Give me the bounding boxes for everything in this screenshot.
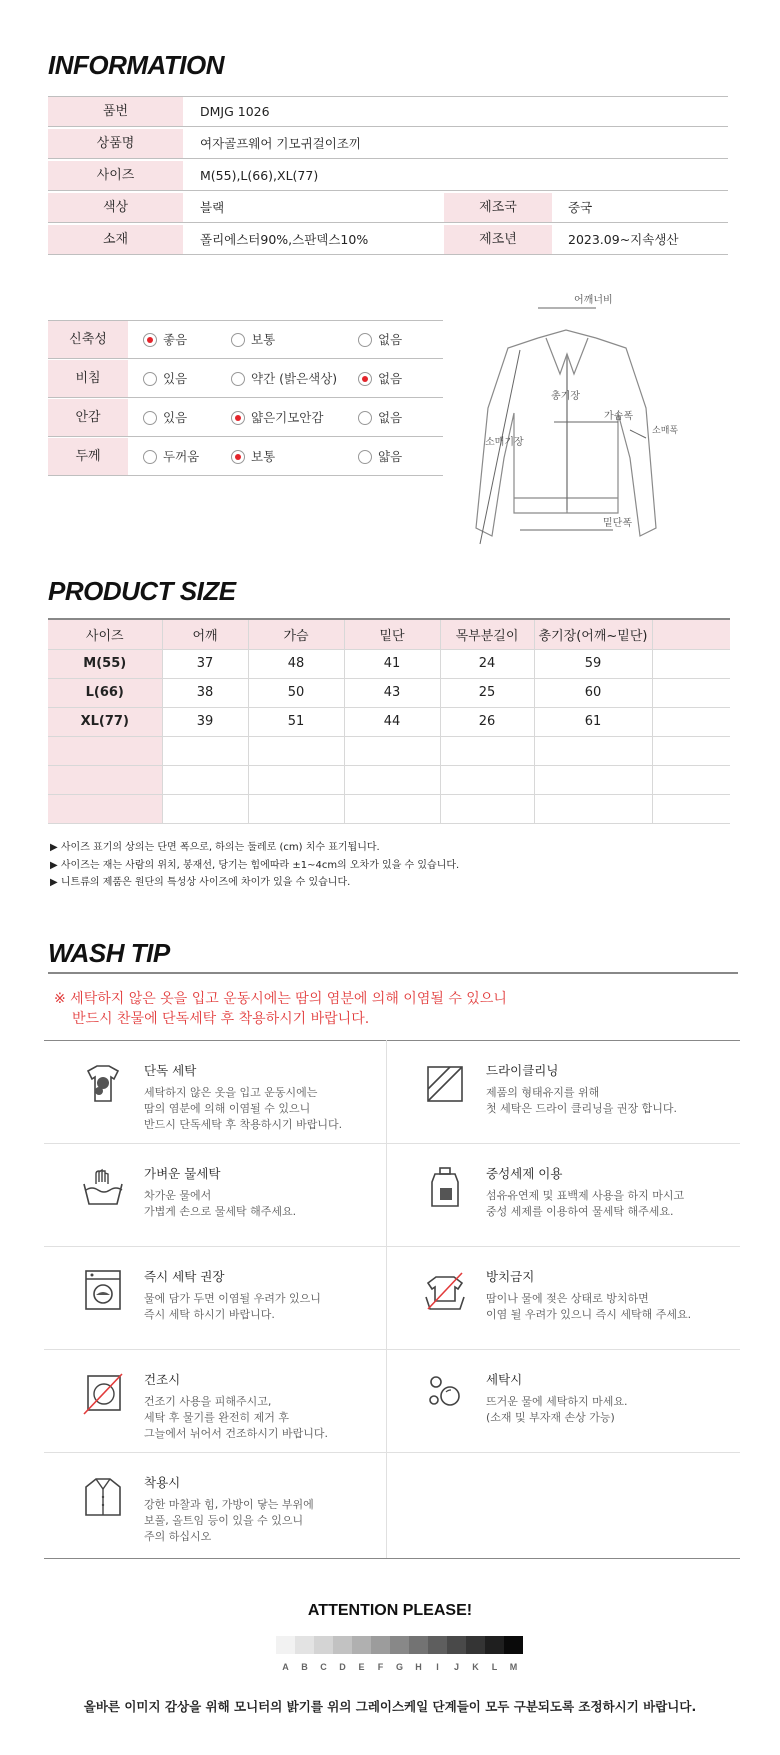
wash-tip-desc: 제품의 형태유지를 위해 첫 세탁은 드라이 클리닝을 권장 합니다. bbox=[486, 1086, 677, 1115]
radio-selected-icon bbox=[143, 333, 157, 347]
gray-swatch bbox=[447, 1636, 466, 1654]
radio-selected-icon bbox=[358, 372, 372, 386]
size-cell bbox=[534, 765, 652, 794]
wash-tip-item bbox=[50, 1247, 395, 1350]
attribute-option-label: 얇음 bbox=[378, 449, 403, 464]
wash-tip-item bbox=[392, 1041, 737, 1144]
size-cell: 60 bbox=[534, 678, 652, 707]
size-cell bbox=[440, 794, 534, 823]
wash-top-rule bbox=[48, 972, 738, 974]
size-cell: 61 bbox=[534, 707, 652, 736]
size-cell bbox=[652, 736, 730, 765]
wash-tip-item bbox=[50, 1144, 395, 1247]
size-cell bbox=[344, 765, 440, 794]
attribute-row bbox=[48, 321, 443, 359]
wash-tip-item bbox=[392, 1247, 737, 1350]
attribute-option-label: 없음 bbox=[378, 332, 403, 347]
dry-clean-icon bbox=[422, 1061, 468, 1107]
wash-tip-desc: 강한 마찰과 힘, 가방이 닿는 부위에 보풀, 올트임 등이 있을 수 있으니 주의 하십시오 bbox=[144, 1498, 314, 1543]
gray-letter: B bbox=[301, 1662, 308, 1672]
size-cell bbox=[248, 794, 344, 823]
attribute-option bbox=[358, 321, 402, 358]
grayscale-letters bbox=[276, 1662, 523, 1672]
bubbles-icon bbox=[422, 1370, 468, 1416]
gray-letter: I bbox=[436, 1662, 439, 1672]
size-cell: 48 bbox=[248, 649, 344, 678]
size-cell bbox=[248, 765, 344, 794]
size-row bbox=[48, 765, 730, 794]
wash-tip-title: 중성세제 이용 bbox=[486, 1166, 563, 1181]
attribute-label: 비침 bbox=[48, 360, 128, 397]
wash-tip-desc: 세탁하지 않은 옷을 입고 운동시에는 땀의 염분에 의해 이염될 수 있으니 반드시 단독세탁 후 착용하시기 바랍니다. bbox=[144, 1086, 343, 1131]
size-header-cell: 총기장(어깨~밑단) bbox=[534, 619, 652, 649]
info-label-2: 제조국 bbox=[444, 193, 552, 222]
attribute-option-label: 좋음 bbox=[163, 332, 188, 347]
size-cell: 50 bbox=[248, 678, 344, 707]
hem-label: 밑단폭 bbox=[603, 518, 632, 529]
gray-letter: A bbox=[282, 1662, 289, 1672]
size-cell: 24 bbox=[440, 649, 534, 678]
no-dryer-icon bbox=[80, 1370, 126, 1416]
gray-swatch bbox=[390, 1636, 409, 1654]
info-value: 폴리에스터90%,스판덱스10% bbox=[200, 232, 369, 247]
info-value-2: 2023.09~지속생산 bbox=[568, 232, 679, 247]
size-cell bbox=[344, 736, 440, 765]
length-label: 총기장 bbox=[551, 391, 580, 402]
attribute-option bbox=[358, 360, 402, 397]
size-header-cell: 가슴 bbox=[248, 619, 344, 649]
attribute-option-label: 없음 bbox=[378, 371, 403, 386]
size-cell bbox=[344, 794, 440, 823]
wash-tip-title: 건조시 bbox=[144, 1372, 181, 1387]
attribute-option-label: 없음 bbox=[378, 410, 403, 425]
radio-selected-icon bbox=[231, 450, 245, 464]
size-cell: 41 bbox=[344, 649, 440, 678]
detergent-bottle-icon bbox=[422, 1164, 468, 1210]
wash-tip-title: 착용시 bbox=[144, 1475, 181, 1490]
radio-empty-icon bbox=[143, 372, 157, 386]
size-header-cell: 사이즈 bbox=[48, 619, 162, 649]
wash-tip-title: 방치금지 bbox=[486, 1269, 535, 1284]
size-cell bbox=[534, 736, 652, 765]
gray-letter: M bbox=[509, 1662, 518, 1672]
size-cell: 51 bbox=[248, 707, 344, 736]
size-row bbox=[48, 678, 730, 707]
radio-empty-icon bbox=[231, 372, 245, 386]
gray-letter: E bbox=[358, 1662, 365, 1672]
size-note: ▶ 니트류의 제품은 원단의 특성상 사이즈에 차이가 있을 수 있습니다. bbox=[50, 877, 351, 888]
info-row bbox=[48, 161, 728, 191]
attribute-option bbox=[358, 438, 402, 475]
info-label: 품번 bbox=[48, 97, 183, 126]
gray-letter: F bbox=[377, 1662, 384, 1672]
gray-swatch bbox=[466, 1636, 485, 1654]
attribute-option bbox=[231, 321, 275, 358]
wash-tip-item bbox=[392, 1350, 737, 1453]
information-title: INFORMATION bbox=[48, 50, 224, 80]
info-value-2: 중국 bbox=[568, 200, 593, 215]
radio-empty-icon bbox=[143, 411, 157, 425]
size-cell bbox=[248, 736, 344, 765]
gray-letter: G bbox=[395, 1662, 403, 1672]
no-leave-wet-icon bbox=[422, 1267, 468, 1313]
shirt-icon bbox=[80, 1473, 126, 1519]
wash-tip-item bbox=[50, 1041, 395, 1144]
info-value: DMJG 1026 bbox=[200, 104, 270, 119]
info-value: 여자골프웨어 기모귀걸이조끼 bbox=[200, 136, 361, 151]
product-size-title: PRODUCT SIZE bbox=[48, 576, 236, 606]
info-label: 사이즈 bbox=[48, 161, 183, 190]
attribute-option bbox=[143, 321, 187, 358]
attribute-option bbox=[143, 399, 187, 436]
radio-empty-icon bbox=[231, 333, 245, 347]
attribute-option bbox=[231, 360, 337, 397]
gray-letter: L bbox=[491, 1662, 498, 1672]
size-row-label bbox=[48, 794, 162, 823]
attribute-option-label: 얇은기모안감 bbox=[251, 410, 324, 425]
info-label-2: 제조년 bbox=[444, 225, 552, 254]
wash-tip-title: 즉시 세탁 권장 bbox=[144, 1269, 225, 1284]
size-row-label bbox=[48, 765, 162, 794]
gray-swatch bbox=[314, 1636, 333, 1654]
wash-tip-item bbox=[392, 1144, 737, 1247]
wash-tip-desc: 뜨거운 물에 세탁하지 마세요. (소재 및 부자재 손상 가능) bbox=[486, 1395, 628, 1424]
wash-tip-desc: 물에 담가 두면 이염될 우려가 있으니 즉시 세탁 하시기 바랍니다. bbox=[144, 1292, 321, 1321]
gray-swatch bbox=[295, 1636, 314, 1654]
size-cell bbox=[162, 736, 248, 765]
attribute-option bbox=[231, 399, 323, 436]
size-cell bbox=[652, 678, 730, 707]
attribute-label: 안감 bbox=[48, 399, 128, 436]
sleeve-label: 소매기장 bbox=[485, 437, 524, 448]
size-cell bbox=[652, 649, 730, 678]
wash-tip-desc: 섬유유연제 및 표백제 사용을 하지 마시고 중성 세제를 이용하여 물세탁 해주세요. bbox=[486, 1189, 685, 1218]
size-row bbox=[48, 649, 730, 678]
info-row bbox=[48, 225, 728, 255]
size-row-label bbox=[48, 736, 162, 765]
attribute-option-label: 보통 bbox=[251, 332, 276, 347]
size-row-label: XL(77) bbox=[48, 707, 162, 736]
radio-empty-icon bbox=[358, 411, 372, 425]
attribute-option-label: 약간 (밝은색상) bbox=[251, 371, 338, 386]
gray-swatch bbox=[352, 1636, 371, 1654]
size-cell: 26 bbox=[440, 707, 534, 736]
size-cell bbox=[162, 765, 248, 794]
size-row-label: L(66) bbox=[48, 678, 162, 707]
gray-letter: H bbox=[415, 1662, 422, 1672]
size-cell bbox=[440, 765, 534, 794]
size-header-cell: 밑단 bbox=[344, 619, 440, 649]
gray-swatch bbox=[409, 1636, 428, 1654]
wash-tip-title: WASH TIP bbox=[48, 938, 170, 968]
gray-swatch bbox=[485, 1636, 504, 1654]
gray-swatch bbox=[333, 1636, 352, 1654]
info-row bbox=[48, 193, 728, 223]
gray-swatch bbox=[428, 1636, 447, 1654]
attribute-option bbox=[358, 399, 402, 436]
size-cell bbox=[652, 794, 730, 823]
size-cell: 25 bbox=[440, 678, 534, 707]
info-label: 상품명 bbox=[48, 129, 183, 158]
radio-empty-icon bbox=[358, 333, 372, 347]
size-row-label: M(55) bbox=[48, 649, 162, 678]
size-header-cell: 목부분길이 bbox=[440, 619, 534, 649]
info-value: 블랙 bbox=[200, 200, 225, 215]
gray-swatch bbox=[276, 1636, 295, 1654]
size-cell: 44 bbox=[344, 707, 440, 736]
wash-tip-desc: 건조기 사용을 피해주시고, 세탁 후 물기를 완전히 제거 후 그늘에서 뉘어서 건조하시기 바랍니다. bbox=[144, 1395, 329, 1440]
size-note: ▶ 사이즈 표기의 상의는 단면 폭으로, 하의는 둘레로 (cm) 치수 표기됩니다. bbox=[50, 842, 380, 853]
attribute-option-label: 두꺼움 bbox=[163, 449, 200, 464]
attribute-label: 두께 bbox=[48, 438, 128, 475]
wash-tip-title: 드라이클리닝 bbox=[486, 1063, 559, 1078]
attribute-row bbox=[48, 399, 443, 437]
attribute-option-label: 있음 bbox=[163, 410, 188, 425]
grayscale-strip bbox=[276, 1636, 523, 1654]
shoulder-label: 어깨너비 bbox=[574, 295, 613, 306]
attribute-option bbox=[143, 438, 199, 475]
attribute-option bbox=[143, 360, 187, 397]
gray-letter: C bbox=[320, 1662, 327, 1672]
size-cell bbox=[534, 794, 652, 823]
gray-swatch bbox=[504, 1636, 523, 1654]
wash-tip-title: 단독 세탁 bbox=[144, 1063, 197, 1078]
info-value: M(55),L(66),XL(77) bbox=[200, 168, 319, 183]
gray-letter: K bbox=[472, 1662, 479, 1672]
size-cell bbox=[440, 736, 534, 765]
info-row bbox=[48, 97, 728, 127]
wash-tip-desc: 차가운 물에서 가볍게 손으로 물세탁 해주세요. bbox=[144, 1189, 297, 1218]
wash-tip-desc: 땀이나 물에 젖은 상태로 방치하면 이염 될 우려가 있으니 즉시 세탁해 주세요. bbox=[486, 1292, 692, 1321]
size-header-cell bbox=[652, 619, 730, 649]
size-row bbox=[48, 736, 730, 765]
radio-empty-icon bbox=[358, 450, 372, 464]
size-header-cell: 어깨 bbox=[162, 619, 248, 649]
attribute-option bbox=[231, 438, 275, 475]
wash-warning-line2: 반드시 찬물에 단독세탁 후 착용하시기 바랍니다. bbox=[72, 1011, 370, 1027]
washing-machine-icon bbox=[80, 1267, 126, 1313]
cuff-label: 소매폭 bbox=[652, 426, 679, 436]
hand-wash-icon bbox=[80, 1164, 126, 1210]
attribute-label: 신축성 bbox=[48, 321, 128, 358]
radio-empty-icon bbox=[143, 450, 157, 464]
chest-label: 가슴폭 bbox=[604, 411, 633, 422]
wash-grid-bottom bbox=[44, 1558, 740, 1559]
attribute-row bbox=[48, 438, 443, 476]
attribute-row bbox=[48, 360, 443, 398]
attribute-option-label: 보통 bbox=[251, 449, 276, 464]
size-cell: 39 bbox=[162, 707, 248, 736]
size-row bbox=[48, 707, 730, 736]
gray-letter: J bbox=[453, 1662, 459, 1672]
size-cell: 37 bbox=[162, 649, 248, 678]
attention-message: 올바른 이미지 감상을 위해 모니터의 밝기를 위의 그레이스케일 단계들이 모두 구분되도록 조정하시기 바랍니다. bbox=[83, 1699, 697, 1714]
size-cell bbox=[162, 794, 248, 823]
size-note: ▶ 사이즈는 재는 사람의 위치, 봉재선, 당기는 힘에따라 ±1~4cm의 오차가 있을 수 있습니다. bbox=[50, 860, 460, 871]
tshirt-wash-icon bbox=[80, 1061, 126, 1107]
info-row bbox=[48, 129, 728, 159]
radio-selected-icon bbox=[231, 411, 245, 425]
size-cell: 43 bbox=[344, 678, 440, 707]
size-table bbox=[48, 618, 730, 824]
attention-title: ATTENTION PLEASE! bbox=[307, 1602, 473, 1619]
size-cell: 38 bbox=[162, 678, 248, 707]
size-cell bbox=[652, 765, 730, 794]
size-cell: 59 bbox=[534, 649, 652, 678]
wash-warning-line1: ※ 세탁하지 않은 옷을 입고 운동시에는 땀의 염분에 의해 이염될 수 있으니 bbox=[54, 991, 507, 1007]
info-label: 소재 bbox=[48, 225, 183, 254]
wash-tip-item bbox=[50, 1453, 395, 1556]
garment-measurement-diagram bbox=[468, 288, 718, 560]
gray-letter: D bbox=[339, 1662, 346, 1672]
wash-tip-item bbox=[50, 1350, 395, 1453]
info-label: 색상 bbox=[48, 193, 183, 222]
wash-tip-title: 가벼운 물세탁 bbox=[144, 1166, 221, 1181]
gray-swatch bbox=[371, 1636, 390, 1654]
size-cell bbox=[652, 707, 730, 736]
size-row bbox=[48, 794, 730, 823]
attribute-option-label: 있음 bbox=[163, 371, 188, 386]
wash-tip-title: 세탁시 bbox=[486, 1372, 523, 1387]
